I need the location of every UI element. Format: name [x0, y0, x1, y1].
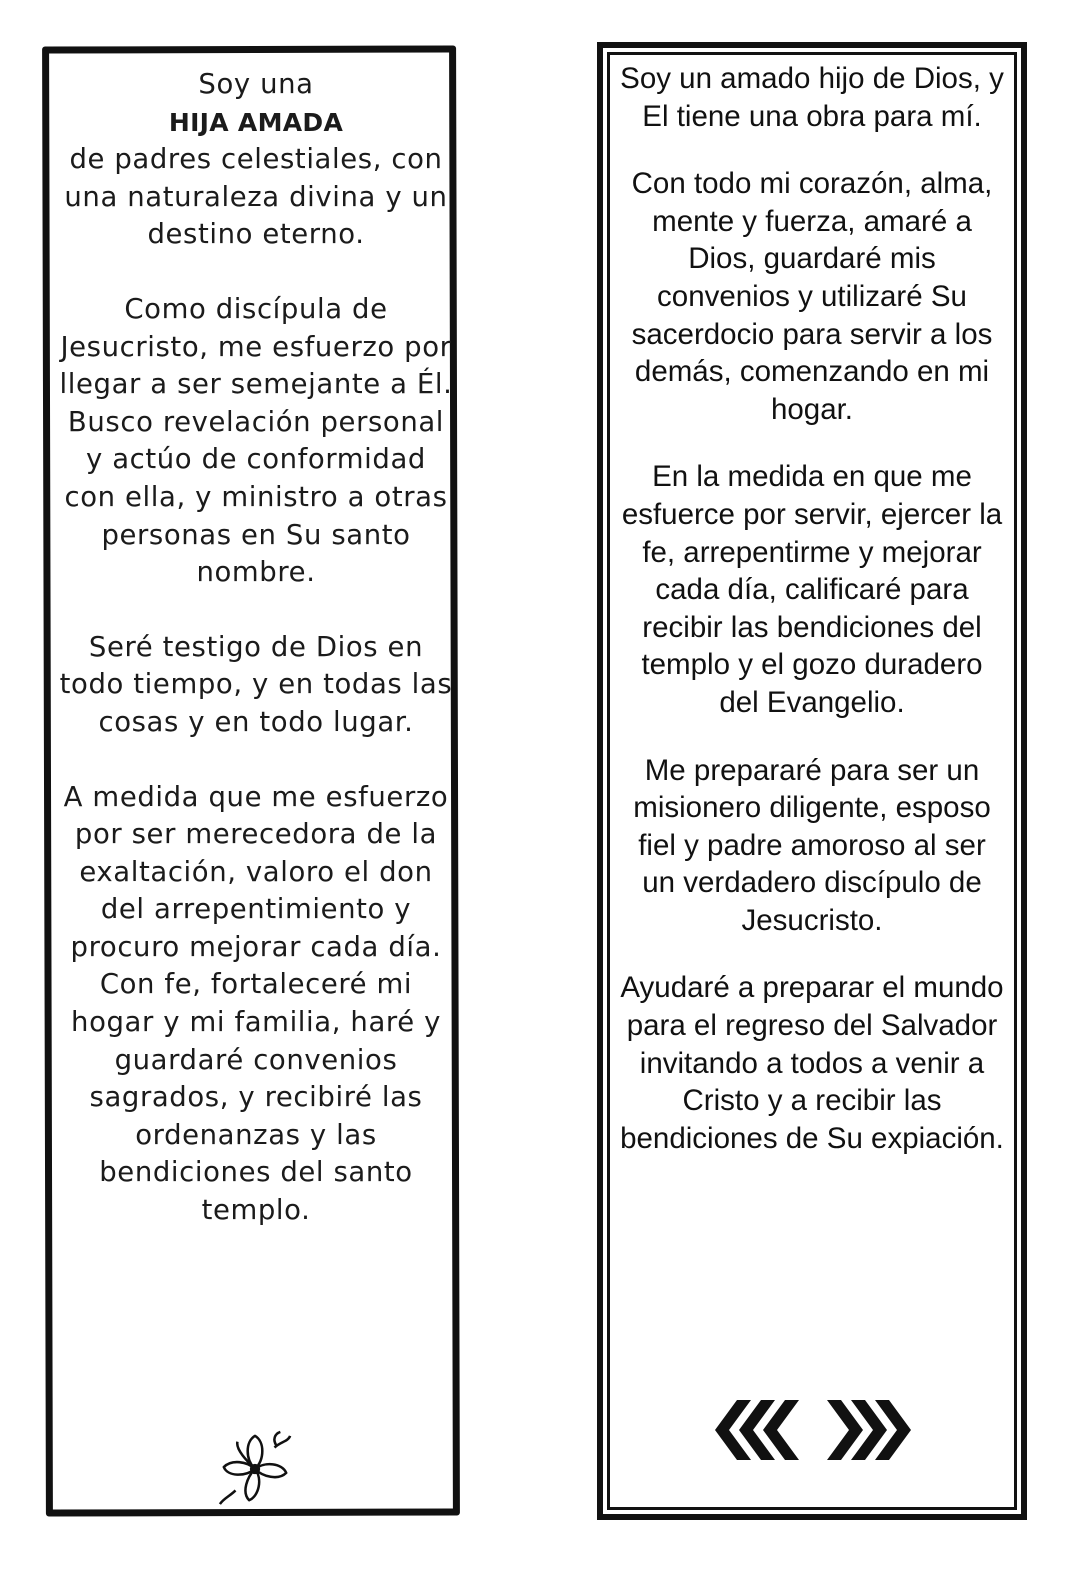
left-bookmark-text — [56, 66, 456, 1267]
chevrons-icon — [713, 1398, 913, 1462]
left-paragraph-3: Seré testigo de Dios en todo tiempo, y en todas las cosas y en todo lugar. — [59, 630, 453, 738]
left-intro-rest: de padres celestiales, con una naturaleza divina y un destino eterno. — [64, 143, 448, 251]
left-intro: Soy una — [198, 68, 314, 100]
right-paragraph-4: Me prepararé para ser un misionero diligente, esposo fiel y padre amoroso al ser un verdadero discípulo de Jesucristo. — [633, 753, 991, 937]
left-paragraph-2: Como discípula de Jesucristo, me esfuerzo por llegar a ser semejante a Él. Busco revelación personal y actúo de conformidad con ella, y ministro a otras personas en Su santo nombre. — [59, 292, 453, 589]
right-paragraph-5: Ayudaré a preparar el mundo para el regreso del Salvador invitando a todos a venir a Cristo y a recibir las bendiciones de Su expiación. — [620, 971, 1004, 1155]
left-paragraph-4: A medida que me esfuerzo por ser merecedora de la exaltación, valoro el don del arrepentimiento y procuro mejorar cada día. Con fe, fortaleceré mi hogar y mi familia, haré y guardaré convenios sagrados, y recibiré las ordenanzas y las bendiciones del santo templo. — [63, 780, 449, 1227]
right-paragraph-3: En la medida en que me esfuerce por servir, ejercer la fe, arrepentirme y mejorar cada día, calificaré para recibir las bendiciones del templo y el gozo duradero del Evangelio. — [621, 460, 1003, 719]
left-title: HIJA AMADA — [168, 107, 344, 137]
left-paragraph-1 — [56, 66, 456, 254]
right-paragraph-2: Con todo mi corazón, alma, mente y fuerza, amaré a Dios, guardaré mis convenios y utilizaré Su sacerdocio para servir a los demás, comenzando en mi hogar. — [631, 167, 993, 426]
flower-icon — [216, 1430, 294, 1508]
right-paragraph-1: Soy un amado hijo de Dios, y El tiene una obra para mí. — [620, 62, 1004, 133]
right-bookmark-text — [618, 60, 1006, 1187]
